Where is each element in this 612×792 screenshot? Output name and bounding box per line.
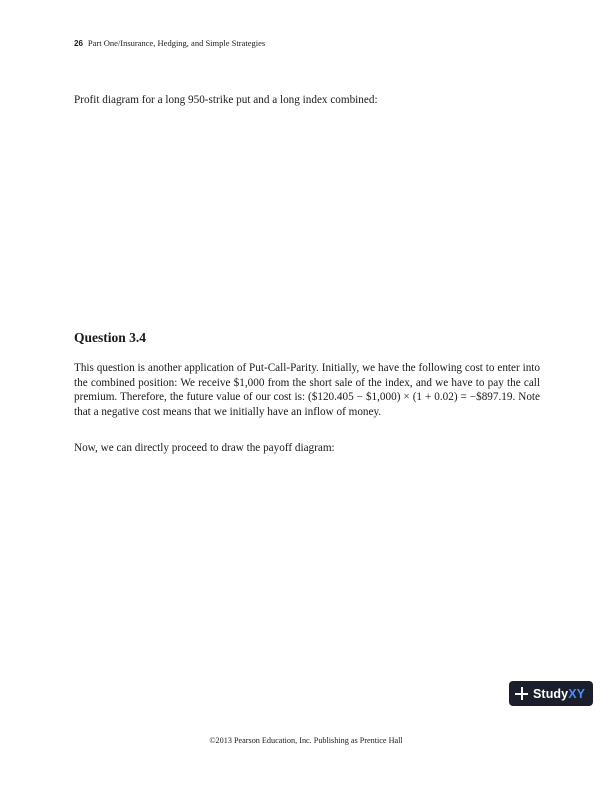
question-paragraph: This question is another application of Put-Call-Parity. Initially, we have the following cost to enter into the combined position: We receive $1,000 from the short sale of the index, and we have to pay the call premium. Therefore, the future value of our cost is: ($120.405 − $1,000) × (1 + 0.02) = −$897.19. Note that a negative cost means that we initially have an inflow of money.	[74, 362, 540, 418]
payoff-intro-paragraph: Now, we can directly proceed to draw the payoff diagram:	[74, 442, 335, 454]
figure-placeholder	[74, 112, 540, 322]
badge-brand-accent: XY	[568, 686, 586, 701]
plus-icon	[515, 687, 528, 700]
figure-intro-text: Profit diagram for a long 950-strike put and a long index combined:	[74, 94, 378, 106]
running-header	[74, 38, 265, 49]
running-title: Part One/Insurance, Hedging, and Simple Strategies	[87, 38, 266, 48]
studyxy-badge[interactable]	[509, 681, 593, 706]
page-footer: ©2013 Pearson Education, Inc. Publishing as Prentice Hall	[209, 736, 403, 745]
badge-brand-text	[533, 687, 585, 701]
page-number: 26	[74, 39, 83, 48]
question-heading: Question 3.4	[74, 330, 147, 345]
badge-brand-main: Study	[533, 686, 569, 701]
